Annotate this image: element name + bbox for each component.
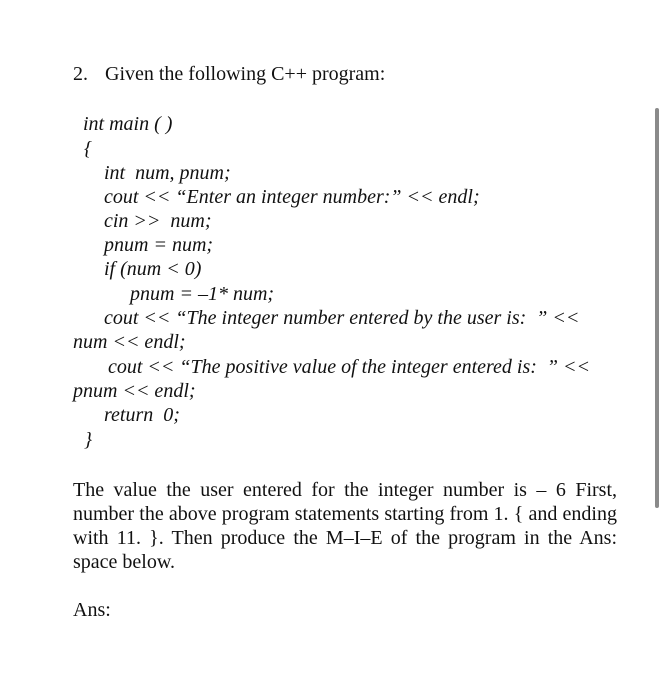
- code-line: pnum = num;: [104, 234, 214, 256]
- code-line: num << endl;: [73, 331, 186, 353]
- code-line: int main ( ): [83, 113, 173, 135]
- question-text: Given the following C++ program:: [105, 63, 386, 85]
- instructions-paragraph: The value the user entered for the integer number is – 6 First, number the above program statements starting from 1. { and ending with 11. }. Then produce the M–I–E of the program in the Ans: space below.: [73, 479, 617, 573]
- code-line: cin >> num;: [104, 210, 212, 232]
- code-line: int num, pnum;: [104, 162, 231, 184]
- code-line: if (num < 0): [104, 258, 202, 280]
- code-line: cout << “The positive value of the integer entered is: ” <<: [108, 356, 591, 378]
- question-number: 2.: [73, 63, 88, 85]
- code-line: cout << “Enter an integer number:” << endl;: [104, 186, 480, 208]
- answer-label: Ans:: [73, 599, 111, 621]
- code-line: cout << “The integer number entered by the user is: ” <<: [104, 307, 580, 329]
- question-heading: [73, 61, 385, 87]
- vertical-scrollbar[interactable]: [655, 108, 659, 508]
- code-line: pnum = –1* num;: [130, 283, 275, 305]
- code-line: return 0;: [104, 404, 180, 426]
- code-line: pnum << endl;: [73, 380, 196, 402]
- code-line: }: [84, 429, 92, 451]
- code-line: {: [84, 138, 92, 160]
